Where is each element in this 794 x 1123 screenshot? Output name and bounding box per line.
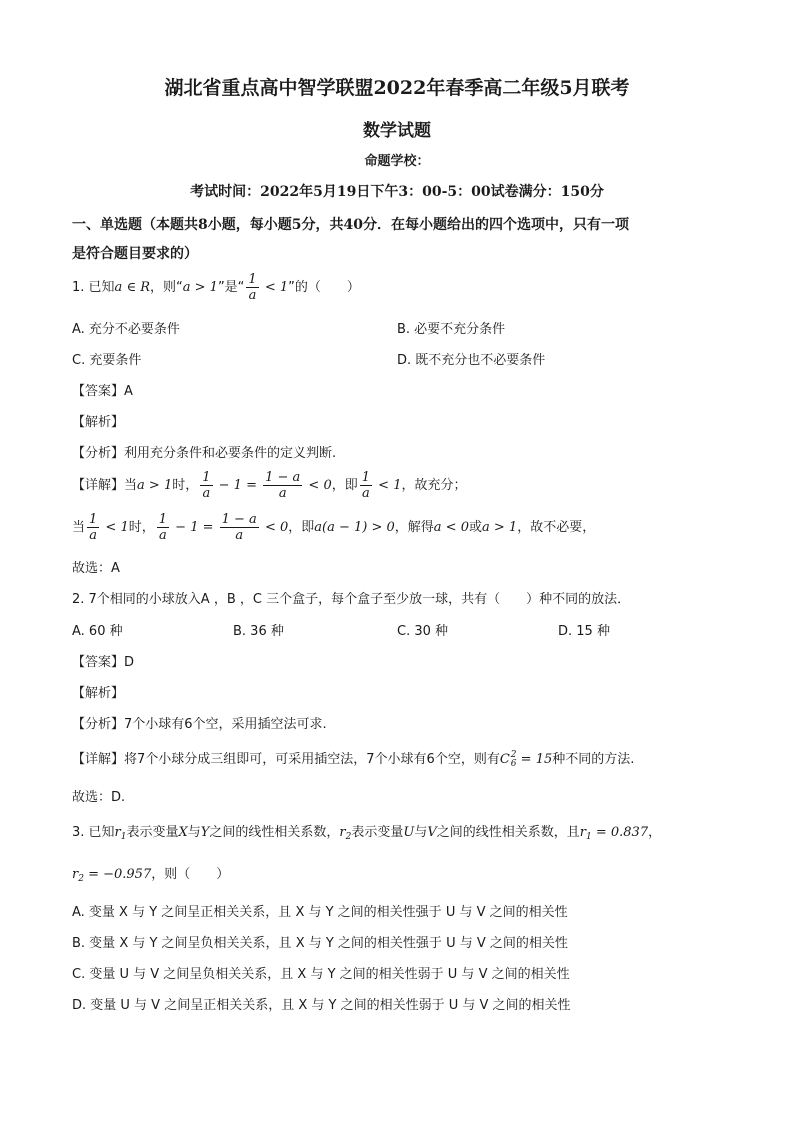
q3-stem-line1: 3. 已知$r_1$表示变量X与Y之间的线性相关系数，$r_2$表示变量U与V之间的线性相关系数，且$r_1 = 0.837$， xyxy=(72,825,662,842)
q3-option-a: A. 变量 X 与 Y 之间呈正相关关系，且 X 与 Y 之间的相关性强于 U 与 V 之间的相关性 xyxy=(72,905,568,920)
section-heading-line1: 一、单选题（本题共8小题，每小题5分，共40分．在每小题给出的四个选项中，只有一项 xyxy=(72,217,629,233)
exam-title: 湖北省重点高中智学联盟2022年春季高二年级5月联考 xyxy=(164,77,630,99)
q1-in-r: ∈ R xyxy=(122,280,150,295)
q1-answer: 【答案】A xyxy=(72,384,133,399)
q3-option-d: D. 变量 U 与 V 之间呈正相关关系，且 X 与 Y 之间的相关性弱于 U 与 V 之间的相关性 xyxy=(72,998,571,1013)
q1-option-c: C. 充要条件 xyxy=(72,353,142,368)
q2-stem: 2. 7个相同的小球放入A ，B ，C 三个盒子，每个盒子至少放一球，共有（ ）种不同的放法． xyxy=(72,592,631,607)
q1-fraction: $\frac{1}{a}$ xyxy=(248,272,257,303)
q2-fenxi: 【分析】7个小球有6个空，采用插空法可求. xyxy=(72,717,327,732)
q2-analysis-tag: 【解析】 xyxy=(72,686,125,701)
q1-text: ”的（ ） xyxy=(288,280,360,295)
q2-option-d: D. 15 种 xyxy=(558,624,610,639)
q1-lt1: < 1 xyxy=(260,280,289,295)
q1-condition: a > 1 xyxy=(182,280,218,295)
q1-option-b: B. 必要不充分条件 xyxy=(397,322,506,337)
q1-option-d: D. 既不充分也不必要条件 xyxy=(397,353,546,368)
q1-detail-line2: 当 $\frac{1}{a}$ < 1时， $\frac{1}{a}$ − 1 = $\frac{1 - a}{a}$ < 0，即a(a − 1) > 0，解得a < 0或a > 1，故不必要， xyxy=(72,512,596,543)
q3-option-c: C. 变量 U 与 V 之间呈负相关关系，且 X 与 Y 之间的相关性弱于 U 与 V 之间的相关性 xyxy=(72,967,570,982)
q2-option-c: C. 30 种 xyxy=(397,624,449,639)
q1-fenxi: 【分析】利用充分条件和必要条件的定义判断. xyxy=(72,446,337,461)
q3-option-b: B. 变量 X 与 Y 之间呈负相关关系，且 X 与 Y 之间的相关性强于 U 与 V 之间的相关性 xyxy=(72,936,568,951)
combination-symbol: C xyxy=(499,752,510,767)
q1-conclusion: 故选：A xyxy=(72,561,120,576)
subject-title: 数学试题 xyxy=(363,121,431,141)
section-heading-line2: 是符合题目要求的） xyxy=(72,246,198,262)
q1-stem xyxy=(72,272,360,303)
q3-stem-line2: $r_2 = -0.957$，则（ ） xyxy=(72,867,230,884)
q1-analysis-tag: 【解析】 xyxy=(72,415,125,430)
q2-answer: 【答案】D xyxy=(72,655,135,670)
q1-text: 1. 已知 xyxy=(72,280,115,295)
school-line: 命题学校： xyxy=(364,154,430,169)
q1-detail-line1: 【详解】当a > 1时， $\frac{1}{a}$ − 1 = $\frac{1 - a}{a}$ < 0，即 $\frac{1}{a}$ < 1，故充分； xyxy=(72,470,467,501)
exam-info: 考试时间：2022年5月19日下午3：00-5：00试卷满分：150分 xyxy=(190,184,604,200)
q2-option-a: A. 60 种 xyxy=(72,624,123,639)
q1-text: ，则“ xyxy=(150,280,183,295)
q2-option-b: B. 36 种 xyxy=(233,624,284,639)
q1-text: ”是“ xyxy=(217,280,245,295)
q2-conclusion: 故选：D. xyxy=(72,790,126,805)
q1-option-a: A. 充分不必要条件 xyxy=(72,322,180,337)
q1-var-a: a xyxy=(114,280,123,295)
q2-detail: 【详解】将7个小球分成三组即可，可采用插空法，7个小球有6个空，则有C 2 6 = 15种不同的方法. xyxy=(72,749,635,769)
